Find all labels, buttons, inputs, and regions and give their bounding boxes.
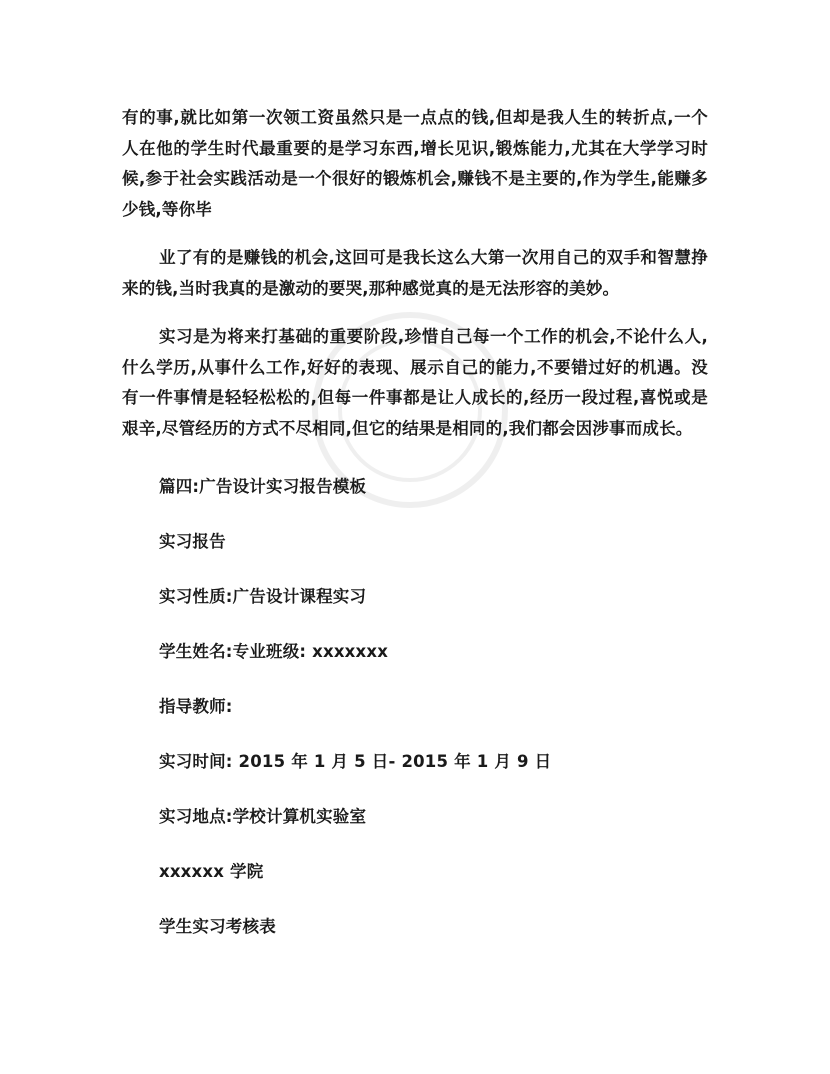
internship-time: 实习时间: 2015 年 1 月 5 日- 2015 年 1 月 9 日 xyxy=(159,752,552,771)
college-name: xxxxxx 学院 xyxy=(159,862,264,881)
paragraph-1: 有的事,就比如第一次领工资虽然只是一点点的钱,但却是我人生的转折点,一个人在他的学生时代最重要的是学习东西,增长见识,锻炼能力,尤其在大学学习时候,参于社会实践活动是一个很好的锻炼机会,赚钱不是主要的,作为学生,能赚多少钱,等你毕 xyxy=(122,108,708,219)
internship-location: 实习地点:学校计算机实验室 xyxy=(159,807,367,826)
advisor: 指导教师: xyxy=(159,697,233,716)
document-body xyxy=(122,103,708,942)
internship-nature: 实习性质:广告设计课程实习 xyxy=(159,587,367,606)
section-heading: 篇四:广告设计实习报告模板 xyxy=(159,477,367,496)
student-name-class: 学生姓名:专业班级: xxxxxxx xyxy=(159,642,389,661)
paragraph-2: 业了有的是赚钱的机会,这回可是我长这么大第一次用自己的双手和智慧挣来的钱,当时我真的是激动的要哭,那种感觉真的是无法形容的美妙。 xyxy=(122,248,708,298)
assessment-form-title: 学生实习考核表 xyxy=(159,917,276,936)
paragraph-3: 实习是为将来打基础的重要阶段,珍惜自己每一个工作的机会,不论什么人,什么学历,从事什么工作,好好的表现、展示自己的能力,不要错过好的机遇。没有一件事情是轻轻松松的,但每一件事都是让人成长的,经历一段过程,喜悦或是艰辛,尽管经历的方式不尽相同,但它的结果是相同的,我们都会因涉事而成长。 xyxy=(122,327,708,438)
report-title: 实习报告 xyxy=(159,532,226,551)
